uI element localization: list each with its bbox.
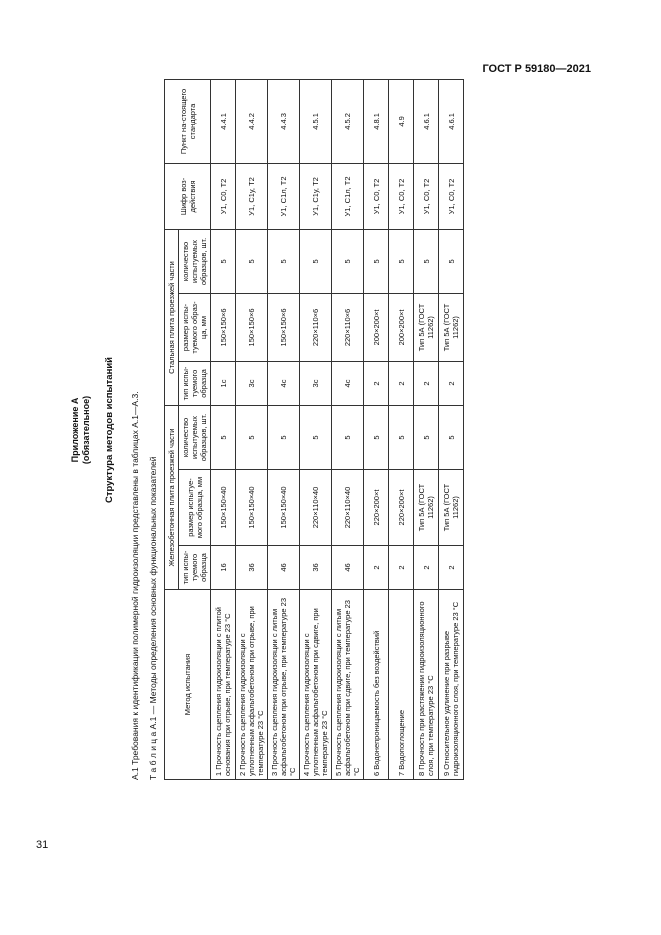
appendix-status: (обязательное)	[81, 395, 91, 465]
cell-clause: 4.6.1	[439, 79, 464, 163]
cell-concrete-count: 5	[414, 405, 439, 469]
appendix-title: Приложение А	[70, 397, 80, 463]
cell-impact-code: У1, С1у, Т2	[236, 163, 268, 229]
table-row	[211, 79, 236, 779]
header-concrete-group: Железобетонная плита проезжей части	[165, 405, 179, 589]
cell-concrete-count: 5	[332, 405, 364, 469]
cell-concrete-size: 220×200×t	[389, 470, 414, 546]
cell-concrete-size: 220×200×t	[364, 470, 389, 546]
cell-impact-code: У1, С0, Т2	[211, 163, 236, 229]
header-steel-group: Стальная плита проезжей части	[165, 229, 179, 405]
cell-clause: 4.4.1	[211, 79, 236, 163]
cell-concrete-size: Тип 5А (ГОСТ 11262)	[414, 470, 439, 546]
cell-steel-type: 1с	[211, 361, 236, 405]
document-code: ГОСТ Р 59180—2021	[482, 63, 591, 75]
cell-concrete-count: 5	[439, 405, 464, 469]
cell-steel-size: 220×110×6	[332, 293, 364, 361]
cell-clause: 4.5.1	[300, 79, 332, 163]
cell-concrete-count: 5	[300, 405, 332, 469]
cell-method: 6 Водонепроницаемость без воздействий	[364, 590, 389, 780]
cell-method: 7 Водопоглощение	[389, 590, 414, 780]
cell-steel-size: 150×150×6	[211, 293, 236, 361]
cell-concrete-type: 2	[439, 546, 464, 590]
cell-concrete-type: 36	[300, 546, 332, 590]
cell-steel-type: 4с	[268, 361, 300, 405]
cell-steel-size: Тип 5А (ГОСТ 11262)	[414, 293, 439, 361]
cell-clause: 4.8.1	[364, 79, 389, 163]
table-row	[236, 79, 268, 779]
cell-concrete-count: 5	[389, 405, 414, 469]
cell-concrete-size: 220×110×40	[332, 470, 364, 546]
appendix-heading	[70, 80, 92, 780]
cell-method: 3 Прочность сцепления гидроизоляции с литым асфальтобетоном при отрыве, при температуре 23 °С	[268, 590, 300, 780]
methods-table	[164, 79, 464, 780]
cell-concrete-type: 36	[236, 546, 268, 590]
cell-concrete-type: 46	[268, 546, 300, 590]
cell-clause: 4.5.2	[332, 79, 364, 163]
cell-method: 8 Прочность при растяжении гидроизоляционного слоя, при температуре 23 °С	[414, 590, 439, 780]
table-row	[268, 79, 300, 779]
cell-concrete-count: 5	[268, 405, 300, 469]
cell-impact-code: У1, С0, Т2	[389, 163, 414, 229]
table-row	[300, 79, 332, 779]
cell-concrete-size: Тип 5А (ГОСТ 11262)	[439, 470, 464, 546]
section-title: Структура методов испытаний	[104, 356, 115, 504]
intro-paragraph: А.1 Требования к идентификации полимерной гидроизоляции представлены в таблицах А.1—А.3.	[130, 391, 140, 780]
cell-steel-type: 2	[364, 361, 389, 405]
cell-concrete-size: 150×150×40	[268, 470, 300, 546]
cell-concrete-type: 16	[211, 546, 236, 590]
cell-method: 9 Относительное удлинение при разрыве гидроизоляционного слоя, при температуре 23 °С	[439, 590, 464, 780]
cell-clause: 4.4.2	[236, 79, 268, 163]
cell-steel-type: 3с	[236, 361, 268, 405]
cell-steel-size: Тип 5А (ГОСТ 11262)	[439, 293, 464, 361]
cell-concrete-type: 2	[414, 546, 439, 590]
page-number: 31	[36, 839, 49, 851]
header-clause: Пункт на-стоящего стандарта	[165, 79, 211, 163]
cell-steel-count: 5	[236, 229, 268, 293]
cell-steel-size: 220×110×6	[300, 293, 332, 361]
cell-steel-size: 200×200×t	[389, 293, 414, 361]
cell-steel-count: 5	[389, 229, 414, 293]
table-row	[389, 79, 414, 779]
cell-method: 4 Прочность сцепления гидроизоляции с уплотненным асфальтобетоном при сдвиге, при температуре 23 °С	[300, 590, 332, 780]
cell-steel-count: 5	[439, 229, 464, 293]
cell-impact-code: У1, С0, Т2	[364, 163, 389, 229]
cell-steel-count: 5	[364, 229, 389, 293]
header-concrete-sample-size: размер испытуе-мого образца, мм	[179, 470, 211, 546]
cell-steel-count: 5	[211, 229, 236, 293]
cell-method: 5 Прочность сцепления гидроизоляции с литым асфальтобетоном при сдвиге, при температуре 23 °С	[332, 590, 364, 780]
cell-concrete-type: 2	[389, 546, 414, 590]
cell-steel-type: 2	[414, 361, 439, 405]
table-row	[332, 79, 364, 779]
cell-method: 1 Прочность сцепления гидроизоляции с плитой основания при отрыве, при температуре 23 °С	[211, 590, 236, 780]
cell-steel-type: 3с	[300, 361, 332, 405]
cell-impact-code: У1, С0, Т2	[414, 163, 439, 229]
cell-concrete-count: 5	[364, 405, 389, 469]
cell-concrete-size: 150×150×40	[211, 470, 236, 546]
cell-steel-count: 5	[332, 229, 364, 293]
cell-steel-type: 2	[439, 361, 464, 405]
cell-steel-size: 150×150×6	[236, 293, 268, 361]
cell-steel-size: 150×150×6	[268, 293, 300, 361]
table-row	[364, 79, 389, 779]
header-steel-sample-size: размер испы-туемого образ-ца, мм	[179, 293, 211, 361]
cell-steel-type: 4с	[332, 361, 364, 405]
cell-concrete-count: 5	[236, 405, 268, 469]
header-impact-code: Шифр воз-действия	[165, 163, 211, 229]
table-row	[439, 79, 464, 779]
cell-concrete-size: 220×110×40	[300, 470, 332, 546]
cell-impact-code: У1, С1л, Т2	[332, 163, 364, 229]
cell-concrete-size: 150×150×40	[236, 470, 268, 546]
cell-steel-count: 5	[300, 229, 332, 293]
cell-clause: 4.9	[389, 79, 414, 163]
cell-impact-code: У1, С0, Т2	[439, 163, 464, 229]
header-concrete-sample-type: тип испы-туемого образца	[179, 546, 211, 590]
cell-steel-count: 5	[268, 229, 300, 293]
table-row	[414, 79, 439, 779]
cell-steel-size: 200×200×t	[364, 293, 389, 361]
cell-concrete-type: 46	[332, 546, 364, 590]
cell-impact-code: У1, С1л, Т2	[268, 163, 300, 229]
cell-concrete-count: 5	[211, 405, 236, 469]
header-steel-sample-count: количество испытуемых образцов, шт.	[179, 229, 211, 293]
cell-steel-type: 2	[389, 361, 414, 405]
rotated-content	[60, 80, 600, 780]
cell-steel-count: 5	[414, 229, 439, 293]
cell-clause: 4.6.1	[414, 79, 439, 163]
table-caption: Т а б л и ц а А.1 — Методы определения основных функциональных показателей	[148, 456, 158, 780]
cell-method: 2 Прочность сцепления гидроизоляции с уплотненным асфальтобетоном при отрыве, при температуре 23 °С	[236, 590, 268, 780]
cell-concrete-type: 2	[364, 546, 389, 590]
header-steel-sample-type: тип испы-туемого образца	[179, 361, 211, 405]
cell-clause: 4.4.3	[268, 79, 300, 163]
cell-impact-code: У1, С1у, Т2	[300, 163, 332, 229]
header-method: Метод испытания	[165, 590, 211, 780]
header-concrete-sample-count: количество испытуемых образцов, шт.	[179, 405, 211, 469]
